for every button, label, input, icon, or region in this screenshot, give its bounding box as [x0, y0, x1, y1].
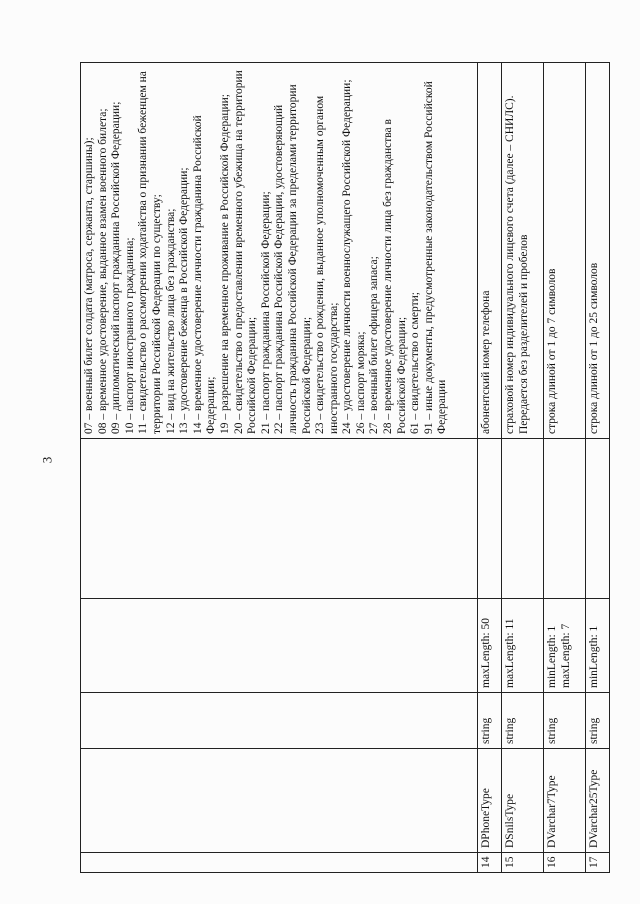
empty-cell [502, 439, 544, 599]
empty-cell [478, 439, 502, 599]
description-line: 07 – военный билет солдата (матроса, сержанта, старшины); [83, 137, 95, 434]
base-type-cell: string [585, 693, 609, 749]
description-line: абонентский номер телефона [480, 290, 492, 434]
description-cell [543, 63, 585, 439]
description-line: страховой номер индивидуального лицевого счета (далее – СНИЛС). [504, 95, 517, 434]
base-type-cell: string [502, 693, 544, 749]
description-cell [585, 63, 609, 439]
description-line: 08 – временное удостоверение, выданное взамен военного билета; [96, 108, 109, 434]
type-name-cell [81, 749, 478, 853]
empty-cell [585, 439, 609, 599]
description-line: 14 – временное удостоверение личности гражданина Российской Федерации; [191, 115, 218, 434]
row-number-cell: 16 [543, 853, 585, 873]
base-type-cell: string [543, 693, 585, 749]
description-line: 91 – иные документы, предусмотренные законодательством Российской Федерации [422, 81, 449, 434]
restriction-cell: maxLength: 50 [478, 599, 502, 693]
restriction-cell: minLength: 1 maxLength: 7 [543, 599, 585, 693]
description-line: 20 – свидетельство о предоставлении временного убежища на территории Российской Федерации; [232, 70, 259, 434]
table-row [502, 63, 544, 873]
type-name-cell: DSnilsType [502, 749, 544, 853]
base-type-cell: string [478, 693, 502, 749]
table-row [81, 63, 478, 873]
description-line: 21 – паспорт гражданина Российской Федерации; [259, 191, 272, 434]
page-number: 3 [39, 456, 55, 464]
table-row [478, 63, 502, 873]
table-row [585, 63, 609, 873]
description-cell [478, 63, 502, 439]
type-name-cell: DVarchar25Type [585, 749, 609, 853]
description-line: 12 – вид на жительство лица без гражданства; [164, 208, 177, 434]
description-line: 24 – удостоверение личности военнослужащего Российской Федерации; [341, 79, 354, 434]
description-cell [81, 63, 478, 439]
types-table [80, 62, 610, 873]
base-type-cell [81, 693, 478, 749]
restriction-cell: minLength: 1 [585, 599, 609, 693]
restriction-cell [81, 599, 478, 693]
empty-cell [543, 439, 585, 599]
description-line: 10 – паспорт иностранного гражданина; [123, 237, 136, 434]
description-line: 22 – паспорт гражданина Российской Федерации, удостоверяющий личность гражданина Российской Федерации за пределами территории Российской Федерации; [273, 84, 313, 434]
description-line: строка длиной от 1 до 7 символов [545, 268, 558, 434]
description-line: 26 – паспорт моряка; [354, 331, 367, 434]
table-row [543, 63, 585, 873]
description-line: 27 – военный билет офицера запаса; [368, 256, 381, 434]
description-line: 61 – свидетельство о смерти; [409, 292, 422, 434]
description-line: 23 – свидетельство о рождении, выданное уполномоченным органом иностранного государства; [314, 95, 340, 434]
type-name-cell: DVarchar7Type [543, 749, 585, 853]
row-number-cell [81, 853, 478, 873]
type-name-cell: DPhoneType [478, 749, 502, 853]
restriction-cell: maxLength: 11 [502, 599, 544, 693]
row-number-cell: 17 [585, 853, 609, 873]
description-line: строка длиной от 1 до 25 символов [587, 262, 600, 434]
description-line: 13 – удостоверение беженца в Российской Федерации; [178, 167, 191, 434]
empty-cell [81, 439, 478, 599]
description-line: Передается без разделителей и пробелов [517, 234, 530, 434]
description-line: 11 – свидетельство о рассмотрении ходатайства о признании беженцем на территории Российской Федерации по существу; [137, 71, 163, 434]
rotated-table-container [80, 63, 610, 873]
description-line: 09 – дипломатический паспорт гражданина Российской Федерации; [110, 101, 123, 434]
description-line: 19 – разрешение на временное проживание в Российской Федерации; [218, 94, 231, 434]
description-line: 28 – временное удостоверение личности лица без гражданства в Российской Федерации; [382, 119, 408, 434]
row-number-cell: 15 [502, 853, 544, 873]
row-number-cell: 14 [478, 853, 502, 873]
description-cell [502, 63, 544, 439]
